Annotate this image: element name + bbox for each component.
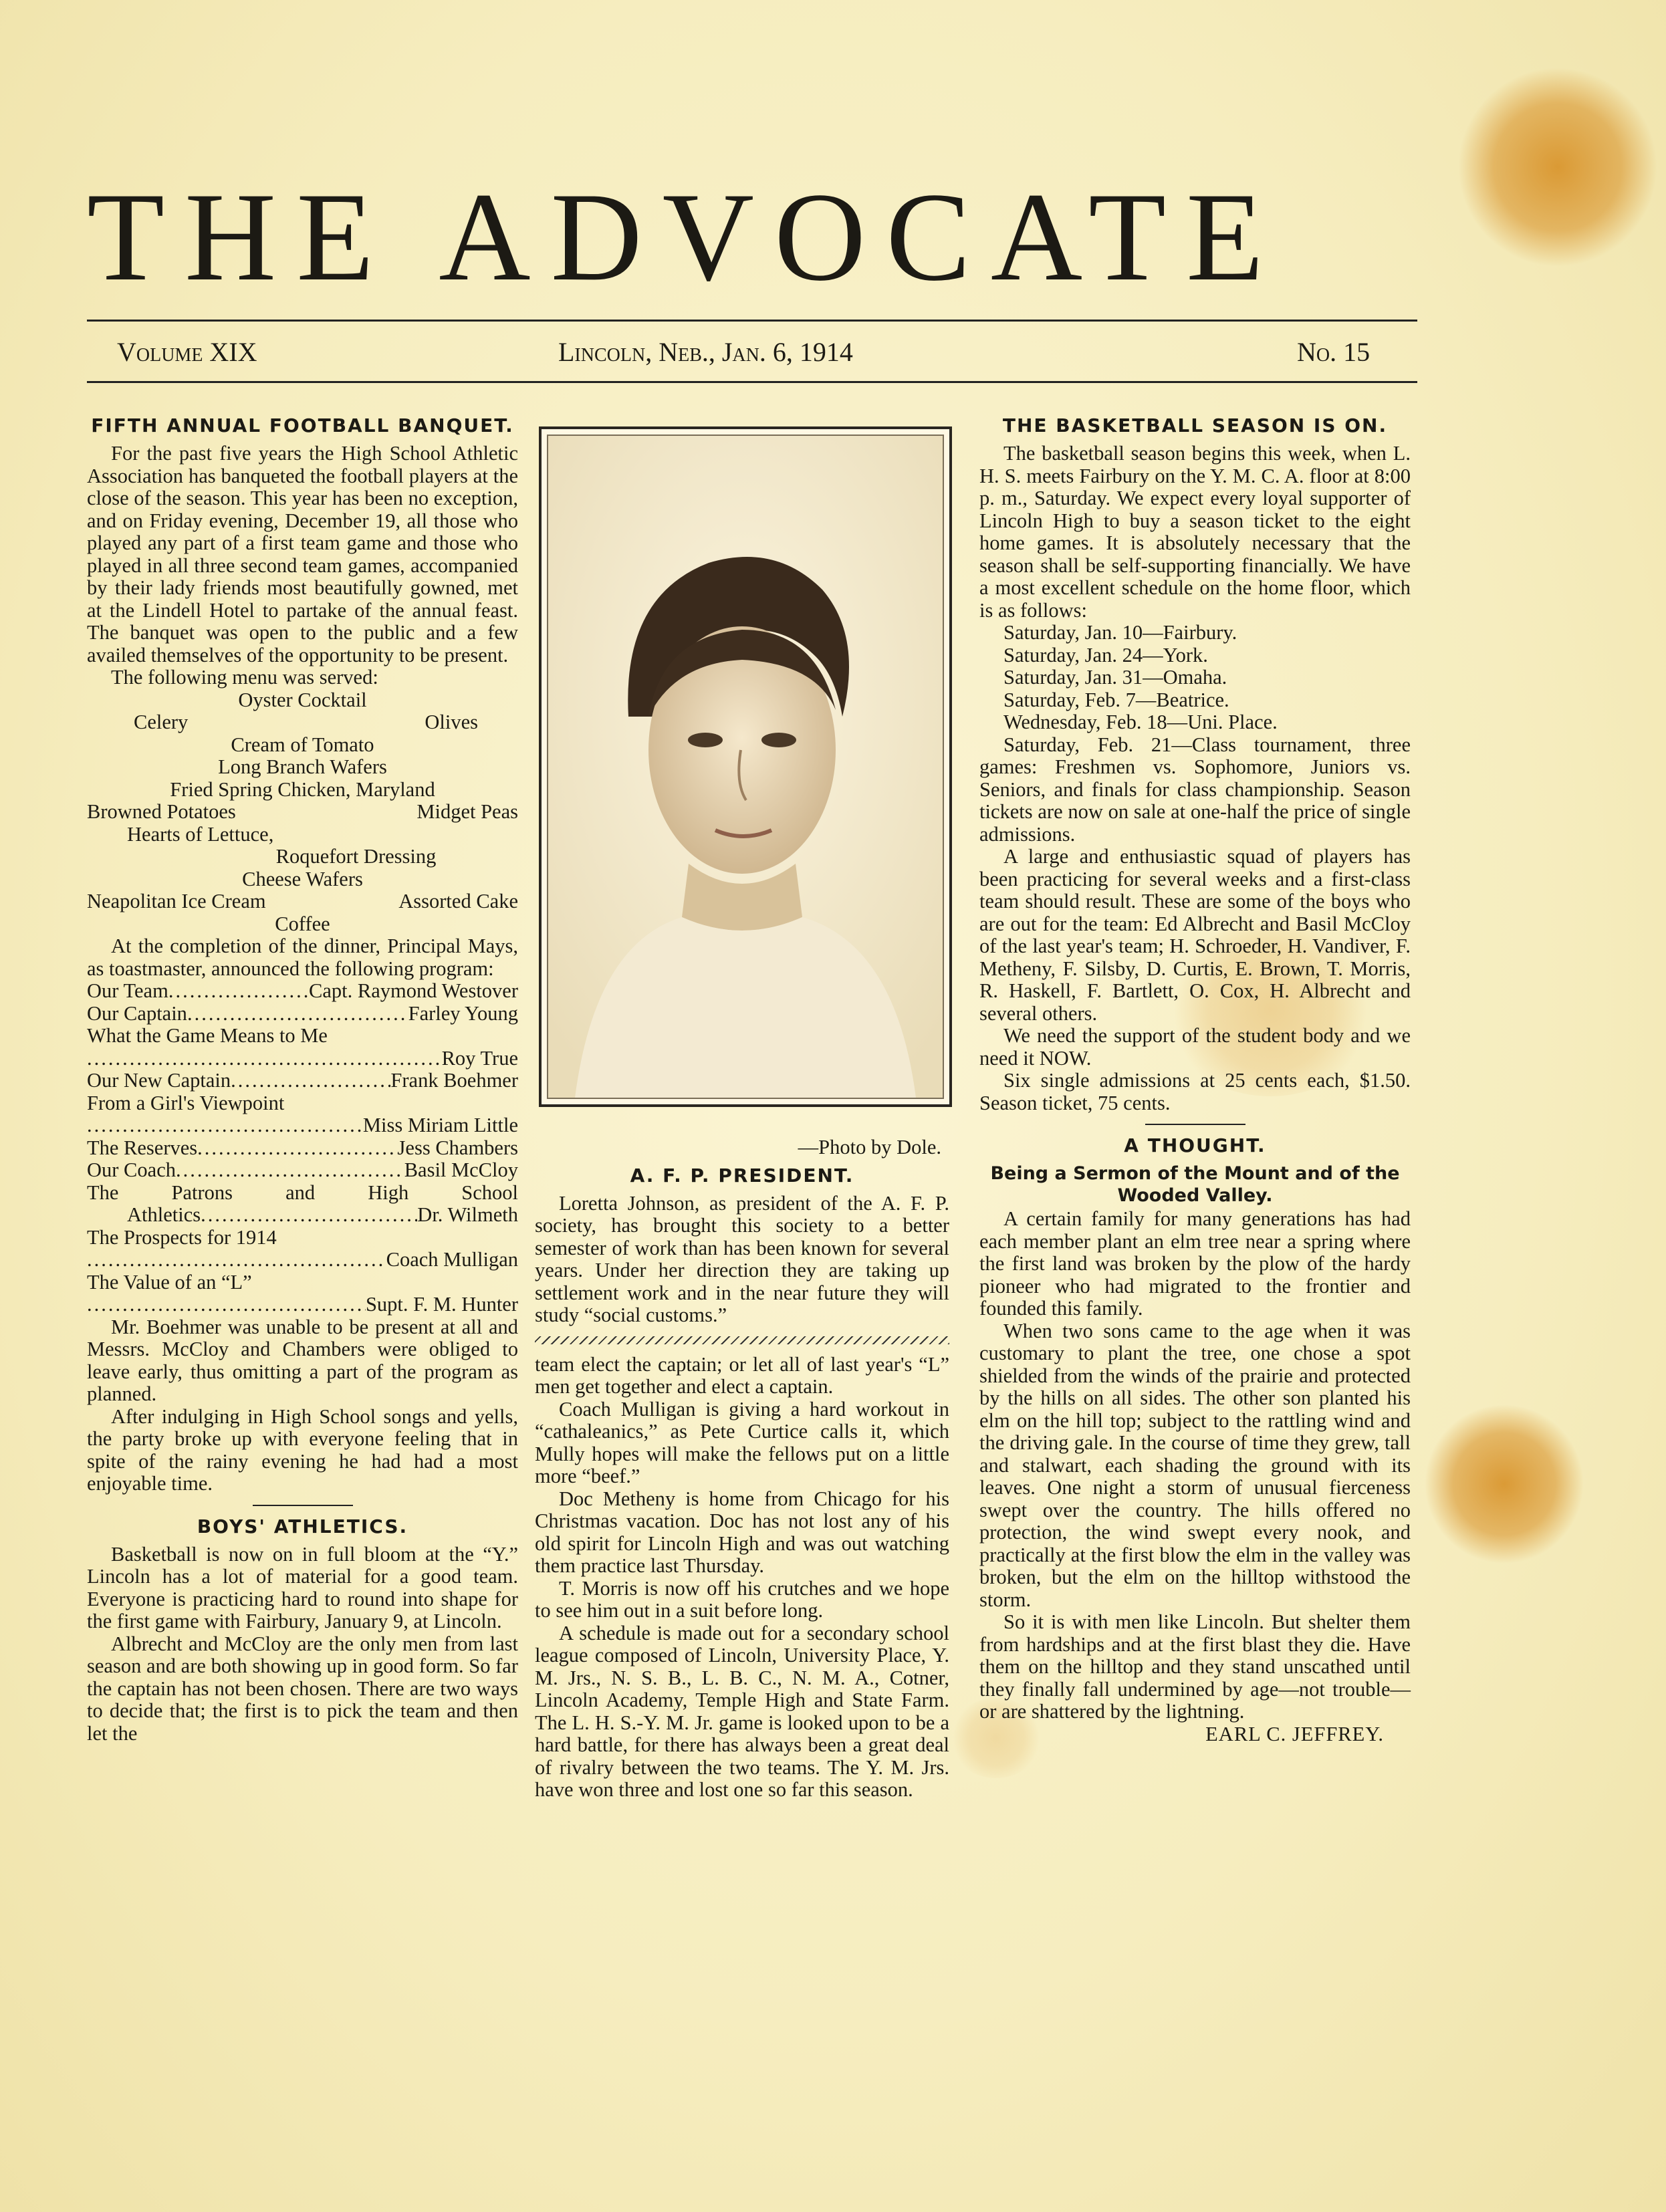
schedule-item: Saturday, Jan. 10—Fairbury. (1003, 621, 1237, 644)
author-signature: EARL C. JEFFREY. (1205, 1722, 1384, 1745)
issue-volume: Volume XIX (117, 337, 257, 367)
ink-stain (1424, 1404, 1584, 1564)
schedule-item: Saturday, Feb. 21—Class tournament, three games: Freshmen vs. Sophomore, Juniors vs. Seniors, and finals for class championship. Season tickets are now on sale at one-half the price of single admissions. (979, 733, 1411, 846)
program-line: ..... Coach Mulligan (87, 1249, 518, 1271)
article-paragraph: For the past five years the High School Athletic Association has banqueted the football players at the close of the season. This year has been no exception, and on Friday evening, December 19, all those who played any part of a first team game and those who played in all three second team games, accompanied by their lady friends most beautifully gowned, met at the Lindell Hotel to partake of the annual feast. The banquet was open to the public and a few availed themselves of the opportunity to be present. (87, 442, 518, 666)
divider (253, 1505, 353, 1506)
article-paragraph: Mr. Boehmer was unable to be present at all and Messrs. McCloy and Chambers were obliged to leave early, thus omitting a part of the program as planned. (87, 1315, 518, 1405)
portrait-photo (539, 426, 952, 1107)
headline-football-banquet: FIFTH ANNUAL FOOTBALL BANQUET. (91, 414, 514, 437)
menu-item: Fried Spring Chicken, Maryland (170, 777, 435, 801)
masthead-title: THE ADVOCATE (87, 167, 1284, 308)
program-line: Our New Captain ..... Frank Boehmer (87, 1070, 518, 1092)
column-1 (87, 409, 518, 1745)
headline-boys-athletics: BOYS' ATHLETICS. (197, 1515, 408, 1538)
menu-item: Cream of Tomato (231, 733, 374, 756)
portrait-image (547, 435, 944, 1099)
article-paragraph: Albrecht and McCloy are the only men from last season and are both showing up in good form. So far the captain has not been chosen. There are two ways to decide that; the first is to pick the team and then let the (87, 1632, 518, 1745)
issue-number: No. 15 (1297, 337, 1371, 367)
program-line: Our Captain ..... Farley Young (87, 1003, 518, 1025)
program-line: The Value of an “L” (87, 1270, 252, 1294)
menu-item: Assorted Cake (398, 890, 518, 912)
program-line: What the Game Means to Me (87, 1024, 328, 1047)
program-line: Athletics ..... Dr. Wilmeth (87, 1204, 518, 1227)
article-paragraph: Doc Metheny is home from Chicago for his Christmas vacation. Doc has not lost any of his old spirit for Lincoln High and was out watching them practice last Thursday. (535, 1487, 949, 1577)
article-paragraph: A large and enthusiastic squad of players has been practicing for several weeks and a first-class team should result. These are some of the boys who are out for the team: Ed Albrecht and Basil McCloy of the last year's team; H. Schroeder, H. Vandiver, F. Metheny, F. Silsby, D. Curtis, E. Brown, T. Morris, R. Haskell, F. Bartlett, O. Cox, H. Albrecht and several others. (979, 845, 1411, 1025)
menu-row (87, 890, 518, 913)
article-paragraph: A schedule is made out for a secondary school league composed of Lincoln, University Place, Y. M. Jrs., N. S. B., L. B. C., N. M. A., Cotner, Lincoln Academy, Temple High and State Farm. The L. H. S.-Y. M. Jr. game is looked upon to be a hard battle, for there has always been a great deal of rivalry between the two teams. The Y. M. Jrs. have won three and lost one so far this season. (535, 1621, 949, 1801)
article-paragraph: Basketball is now on in full bloom at the “Y.” Lincoln has a lot of material for a good team. Everyone is practicing hard to round into shape for the first game with Fairbury, January 9, at Lincoln. (87, 1542, 518, 1632)
headline-basketball-season: THE BASKETBALL SEASON IS ON. (1002, 414, 1388, 437)
menu-item: Long Branch Wafers (218, 755, 387, 778)
program-line: Our Team ..... Capt. Raymond Westover (87, 980, 518, 1003)
menu-row (87, 711, 518, 734)
menu-intro: The following menu was served: (111, 666, 378, 689)
wavy-divider (535, 1336, 949, 1344)
article-paragraph: After indulging in High School songs and yells, the party broke up with everyone feeling that in spite of the rainy evening he had had a most enjoyable time. (87, 1404, 518, 1495)
divider (1145, 1124, 1245, 1125)
photo-credit: —Photo by Dole. (798, 1136, 941, 1158)
subheadline-sermon: Being a Sermon of the Mount and of the Wooded Valley. (990, 1163, 1400, 1206)
schedule-item: Saturday, Jan. 24—York. (1003, 643, 1208, 666)
program-line: Our Coach ..... Basil McCloy (87, 1159, 518, 1182)
article-paragraph: We need the support of the student body and we need it NOW. (979, 1024, 1411, 1070)
ink-stain (1457, 67, 1658, 267)
article-paragraph: team elect the captain; or let all of last year's “L” men get together and elect a captain. (535, 1352, 949, 1398)
program-line: ..... Supt. F. M. Hunter (87, 1294, 518, 1316)
article-paragraph: The basketball season begins this week, when L. H. S. meets Fairbury on the Y. M. C. A. floor at 8:00 p. m., Saturday. We expect every loyal supporter of Lincoln High to buy a season ticket to the eight home games. It is absolutely necessary that the season shall be self-supporting financially. We have a most excellent schedule on the home floor, which is as follows: (979, 442, 1411, 622)
article-paragraph: T. Morris is now off his crutches and we hope to see him out in a suit before long. (535, 1576, 949, 1622)
headline-a-thought: A THOUGHT. (1124, 1134, 1266, 1156)
column-3 (979, 409, 1411, 1745)
masthead-rule-top (87, 320, 1417, 322)
menu-row (87, 801, 518, 824)
program-line: The Prospects for 1914 (87, 1225, 277, 1249)
portrait-illustration (548, 436, 943, 1098)
menu-item: Cheese Wafers (242, 867, 363, 890)
menu-item: Celery (134, 711, 189, 733)
program-line: The Patrons and High School (87, 1181, 518, 1204)
issue-place-date: Lincoln, Neb., Jan. 6, 1914 (558, 337, 853, 367)
menu-item: Browned Potatoes (87, 800, 236, 823)
headline-afp-president: A. F. P. PRESIDENT. (630, 1164, 854, 1187)
menu-item: Oyster Cocktail (238, 688, 367, 711)
schedule-item: Wednesday, Feb. 18—Uni. Place. (1003, 711, 1278, 733)
article-paragraph: Coach Mulligan is giving a hard workout in “cathaleanics,” as Pete Curtice calls it, which Mully hopes will make the fellows put on a little more “beef.” (535, 1397, 949, 1487)
article-paragraph: Six single admissions at 25 cents each, $1.50. Season ticket, 75 cents. (979, 1069, 1411, 1114)
column-2 (535, 1136, 949, 1802)
program-intro: At the completion of the dinner, Principal Mays, as toastmaster, announced the following program: (87, 935, 518, 980)
menu-item: Midget Peas (416, 800, 518, 823)
program-line: ..... Roy True (87, 1048, 518, 1070)
article-paragraph: Loretta Johnson, as president of the A. F. P. society, has brought this society to a better semester of work than has been known for several years. Under her direction they are taking up settlement work and in the near future they will study “social customs.” (535, 1191, 949, 1326)
schedule-item: Saturday, Jan. 31—Omaha. (1003, 666, 1227, 689)
program-line: The Reserves ..... Jess Chambers (87, 1137, 518, 1160)
article-paragraph: So it is with men like Lincoln. But shelter them from hardships and at the first blast they die. Have them on the hilltop and they stand unscathed until they finally fall undermined by age—not trouble—or are shattered by the lightning. (979, 1610, 1411, 1723)
article-paragraph: A certain family for many generations has had each member plant an elm tree near a spring where the first land was broken by the plow of the hardy pioneer who had migrated to the frontier and founded this family. (979, 1207, 1411, 1320)
menu-item: Coffee (275, 912, 330, 935)
schedule-item: Saturday, Feb. 7—Beatrice. (1003, 688, 1229, 711)
article-paragraph: When two sons came to the age when it was customary to plant the tree, one chose a spot shielded from the winds of the prairie and protected by the hills on all sides. The other son planted his elm on the hill top; subject to the rattling wind and the driving gale. In the course of time they grew, tall and stalwart, each shading the ground with its leaves. One night a storm of unusual fierceness swept over the country. The hills offered no protection, the wind swept every nook, and practically at the first blow the elm in the valley was broken, but the elm on the hilltop withstood the storm. (979, 1319, 1411, 1611)
masthead-rule-bottom (87, 381, 1417, 383)
menu-item: Roquefort Dressing (275, 845, 437, 868)
program-line: ..... Miss Miriam Little (87, 1114, 518, 1137)
program-line: From a Girl's Viewpoint (87, 1091, 285, 1114)
menu-item: Neapolitan Ice Cream (87, 890, 266, 912)
menu-item: Hearts of Lettuce, (127, 822, 274, 846)
menu-item: Olives (425, 711, 478, 733)
